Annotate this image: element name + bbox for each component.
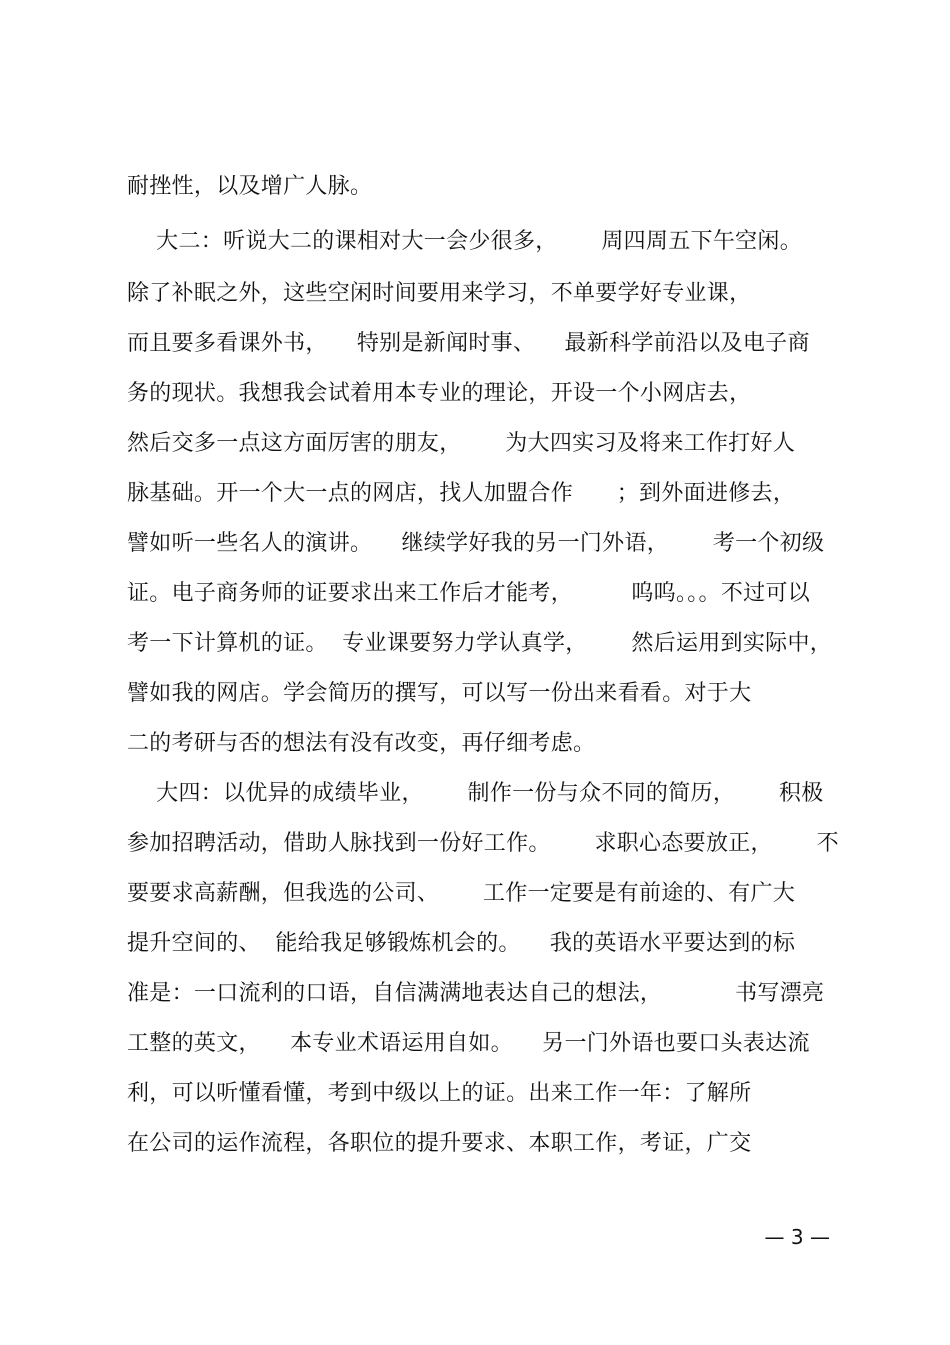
body-text-line: 二的考研与否的想法有没有改变，再仔细考虑。 (127, 731, 596, 756)
body-text-line: 要要求高薪酬，但我选的公司、 工作一定要是有前途的、有广大 (127, 881, 796, 906)
body-text-line: 参加招聘活动，借助人脉找到一份好工作。 求职心态要放正， 不 (127, 831, 839, 856)
body-text-line: 考一下计算机的证。 专业课要努力学认真学， 然后运用到实际中， (127, 631, 833, 656)
body-text-line: 而且要多看课外书， 特别是新闻时事、 最新科学前沿以及电子商 (127, 331, 810, 356)
body-text-line: 务的现状。我想我会试着用本专业的理论，开设一个小网店去， (127, 381, 752, 406)
body-text-line: 利，可以听懂看懂，考到中级以上的证。出来工作一年：了解所 (127, 1081, 752, 1106)
body-text-line: 然后交多一点这方面厉害的朋友， 为大四实习及将来工作打好人 (127, 431, 796, 456)
body-text-line: 证。电子商务师的证要求出来工作后才能考， 呜呜。。。不过可以 (127, 581, 811, 606)
body-text-line: 除了补眠之外，这些空闲时间要用来学习，不单要学好专业课， (127, 281, 752, 306)
body-text-line: 在公司的运作流程，各职位的提升要求、本职工作，考证，广交 (127, 1131, 752, 1156)
body-text-line: 譬如我的网店。学会简历的撰写，可以写一份出来看看。对于大 (127, 681, 752, 706)
body-text-line: 准是：一口流利的口语，自信满满地表达自己的想法， 书写漂亮 (127, 981, 825, 1006)
body-text-line: 耐挫性，以及增广人脉。 (127, 174, 373, 199)
body-text-line: 工整的英文， 本专业术语运用自如。 另一门外语也要口头表达流 (127, 1031, 810, 1056)
body-text-line: 譬如听一些名人的演讲。 继续学好我的另一门外语， 考一个初级 (127, 531, 825, 556)
body-text-line: 提升空间的、 能给我足够锻炼机会的。 我的英语水平要达到的标 (127, 931, 796, 956)
body-text-line: 大二：听说大二的课相对大一会少很多， 周四周五下午空闲。 (127, 229, 803, 254)
body-text-line: 大四：以优异的成绩毕业， 制作一份与众不同的简历， 积极 (127, 781, 824, 806)
body-text-line: 脉基础。开一个大一点的网店，找人加盟合作 ；到外面进修去， (127, 481, 796, 506)
page-number: — 3 — (764, 1225, 830, 1249)
